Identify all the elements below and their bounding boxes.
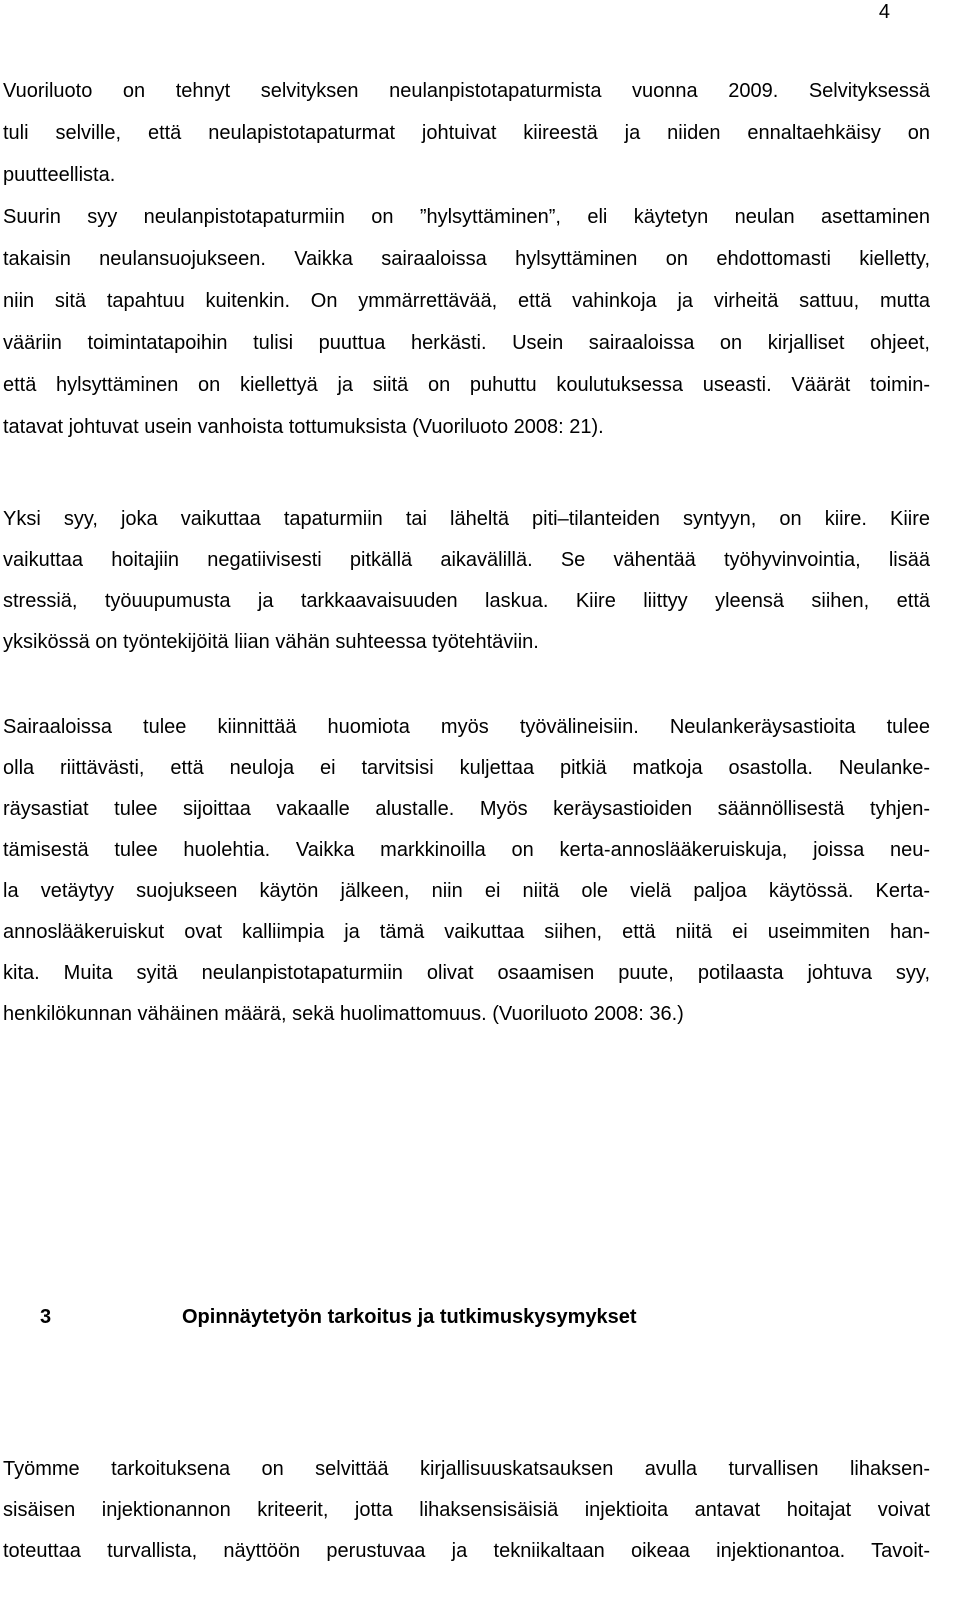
- text-line: tuli selville, että neulapistotapaturmat johtuivat kiireestä ja niiden ennaltaehkäisy on: [3, 122, 930, 144]
- paragraph-equipment: [3, 707, 930, 1035]
- text-line: puutteellista.: [3, 164, 116, 186]
- text-line: la vetäytyy suojukseen käytön jälkeen, niin ei niitä ole vielä paljoa käytössä. Kerta-: [3, 880, 930, 902]
- text-line: stressiä, työuupumusta ja tarkkaavaisuuden laskua. Kiire liittyy yleensä siihen, että: [3, 590, 930, 612]
- text-line: vääriin toimintatapoihin tulisi puuttua herkästi. Usein sairaaloissa on kirjalliset ohjeet,: [3, 332, 930, 354]
- text-line: toteuttaa turvallista, näyttöön perustuvaa ja tekniikaltaan oikeaa injektionantoa. Tavoit-: [3, 1540, 930, 1562]
- text-line: henkilökunnan vähäinen määrä, sekä huolimattomuus. (Vuoriluoto 2008: 36.): [3, 1003, 684, 1025]
- paragraph-needlestick-survey: [3, 70, 930, 448]
- section-number: 3: [40, 1306, 52, 1328]
- paragraph-hurry: [3, 499, 930, 663]
- text-line: niin sitä tapahtuu kuitenkin. On ymmärrettävää, että vahinkoja ja virheitä sattuu, mutta: [3, 290, 930, 312]
- text-line: takaisin neulansuojukseen. Vaikka sairaaloissa hylsyttäminen on ehdottomasti kielletty,: [3, 248, 930, 270]
- text-line: annoslääkeruiskut ovat kalliimpia ja tämä vaikuttaa siihen, että niitä ei useimmiten han-: [3, 921, 930, 943]
- text-line: räysastiat tulee sijoittaa vakaalle alustalle. Myös keräysastioiden säännöllisestä tyhjen-: [3, 798, 930, 820]
- text-line: vaikuttaa hoitajiin negatiivisesti pitkällä aikavälillä. Se vähentää työhyvinvointia, lisää: [3, 549, 930, 571]
- text-line: Yksi syy, joka vaikuttaa tapaturmiin tai läheltä piti–tilanteiden syntyyn, on kiire. Kiire: [3, 508, 930, 530]
- text-line: että hylsyttäminen on kiellettyä ja siitä on puhuttu koulutuksessa useasti. Väärät toimin-: [3, 374, 930, 396]
- text-line: Työmme tarkoituksena on selvittää kirjallisuuskatsauksen avulla turvallisen lihaksen-: [3, 1458, 930, 1480]
- text-line: Suurin syy neulanpistotapaturmiin on ”hylsyttäminen”, eli käytetyn neulan asettaminen: [3, 206, 930, 228]
- text-line: kita. Muita syitä neulanpistotapaturmiin olivat osaamisen puute, potilaasta johtuva syy,: [3, 962, 930, 984]
- text-line: Vuoriluoto on tehnyt selvityksen neulanpistotapaturmista vuonna 2009. Selvityksessä: [3, 80, 930, 102]
- text-line: tämisestä tulee huolehtia. Vaikka markkinoilla on kerta-annoslääkeruiskuja, joissa neu-: [3, 839, 930, 861]
- section-heading: [40, 1296, 637, 1338]
- text-line: Sairaaloissa tulee kiinnittää huomiota myös työvälineisiin. Neulankeräysastioita tulee: [3, 716, 930, 738]
- paragraph-purpose: [3, 1449, 930, 1572]
- text-line: sisäisen injektionannon kriteerit, jotta lihaksensisäisiä injektioita antavat hoitajat voivat: [3, 1499, 930, 1521]
- text-line: yksikössä on työntekijöitä liian vähän suhteessa työtehtäviin.: [3, 631, 539, 653]
- text-line: tatavat johtuvat usein vanhoista tottumuksista (Vuoriluoto 2008: 21).: [3, 416, 604, 438]
- section-title: Opinnäytetyön tarkoitus ja tutkimuskysymykset: [182, 1306, 637, 1328]
- text-line: olla riittävästi, että neuloja ei tarvitsisi kuljettaa pitkiä matkoja osastolla. Neulanke-: [3, 757, 930, 779]
- page-number: 4: [878, 1, 890, 23]
